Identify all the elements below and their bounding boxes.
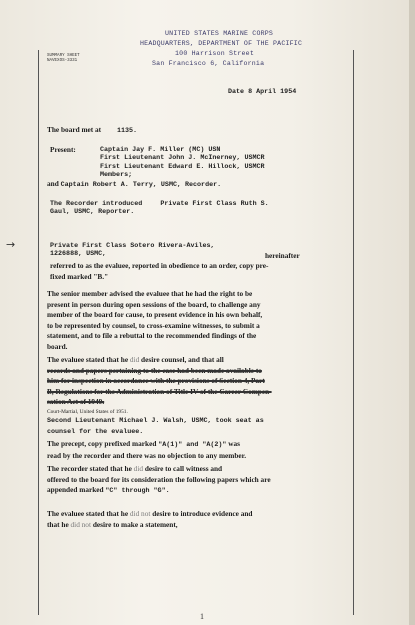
page-edge — [409, 0, 415, 625]
present-label: Present: — [50, 145, 76, 154]
letterhead-line-2: HEADQUARTERS, DEPARTMENT OF THE PACIFIC — [140, 40, 303, 47]
board-met: The board met at 1135. — [47, 125, 138, 135]
evaluee-name: Private First Class Sotero Rivera-Aviles, 1226888, USMC, — [50, 242, 215, 259]
paragraph-precept: The precept, copy prefixed marked "A(1)" and "A(2)" was read by the recorder and there was no objection to any member. — [47, 439, 247, 460]
paragraph-rights: The senior member advised the evaluee that he had the right to be present in person during open sessions of the board, to challenge any member of the board for cause, to present evidence in his own behalf, to be represented by counsel, to cross-examine witnesses, to submit a statement, and to file a rebuttal to the recommended findings of the board. — [47, 289, 263, 351]
paragraph-evidence: The evaluee stated that he did not desire to introduce evidence and that he did not desire to make a statement, — [47, 509, 253, 529]
letterhead-line-1: UNITED STATES MARINE CORPS — [165, 30, 274, 37]
evaluee-reference: referred to as the evaluee, reported in obedience to an order, copy pre- fixed marked "B." — [50, 261, 269, 281]
form-number: SUMMARY SHEET NAVEXOS-3331 — [47, 54, 80, 63]
paragraph-witness: The recorder stated that he did desire to call witness and offered to the board for its consideration the following papers which are appended marked "C" through "G". — [47, 464, 271, 496]
left-margin-rule — [38, 50, 39, 615]
right-margin-rule — [353, 50, 354, 615]
reporter-intro: The Recorder introduced Private First Class Ruth S. Gaul, USMC, Reporter. — [50, 200, 269, 217]
paragraph-counsel: The evaluee stated that he did desire counsel, and that all records and papers pertaining to the case had been made available to him for inspection in accordance with the provisions of Section 4, Part B, Regulations for the Administration of Title IV of the Career Compen- sation Act of 1949. Court-Martial, United States of 1951. Second Lieutenant Michael J. Walsh, USMC, took seat as counsel for the evaluee. — [47, 355, 272, 436]
recorder-line: and Captain Robert A. Terry, USMC, Recorder. — [47, 179, 222, 189]
letterhead-line-3: 100 Harrison Street — [175, 50, 254, 57]
present-list: Captain Jay F. Miller (MC) USN First Lieutenant John J. McInerney, USMCR First Lieutenant Edward E. Hillock, USMCR Members; — [100, 146, 265, 180]
hereinafter: hereinafter — [265, 251, 300, 260]
document-date: Date 8 April 1954 — [228, 88, 297, 96]
letterhead-line-4: San Francisco 6, California — [152, 60, 265, 67]
margin-arrow-icon: → — [6, 238, 16, 251]
page-number: 1 — [200, 612, 204, 621]
